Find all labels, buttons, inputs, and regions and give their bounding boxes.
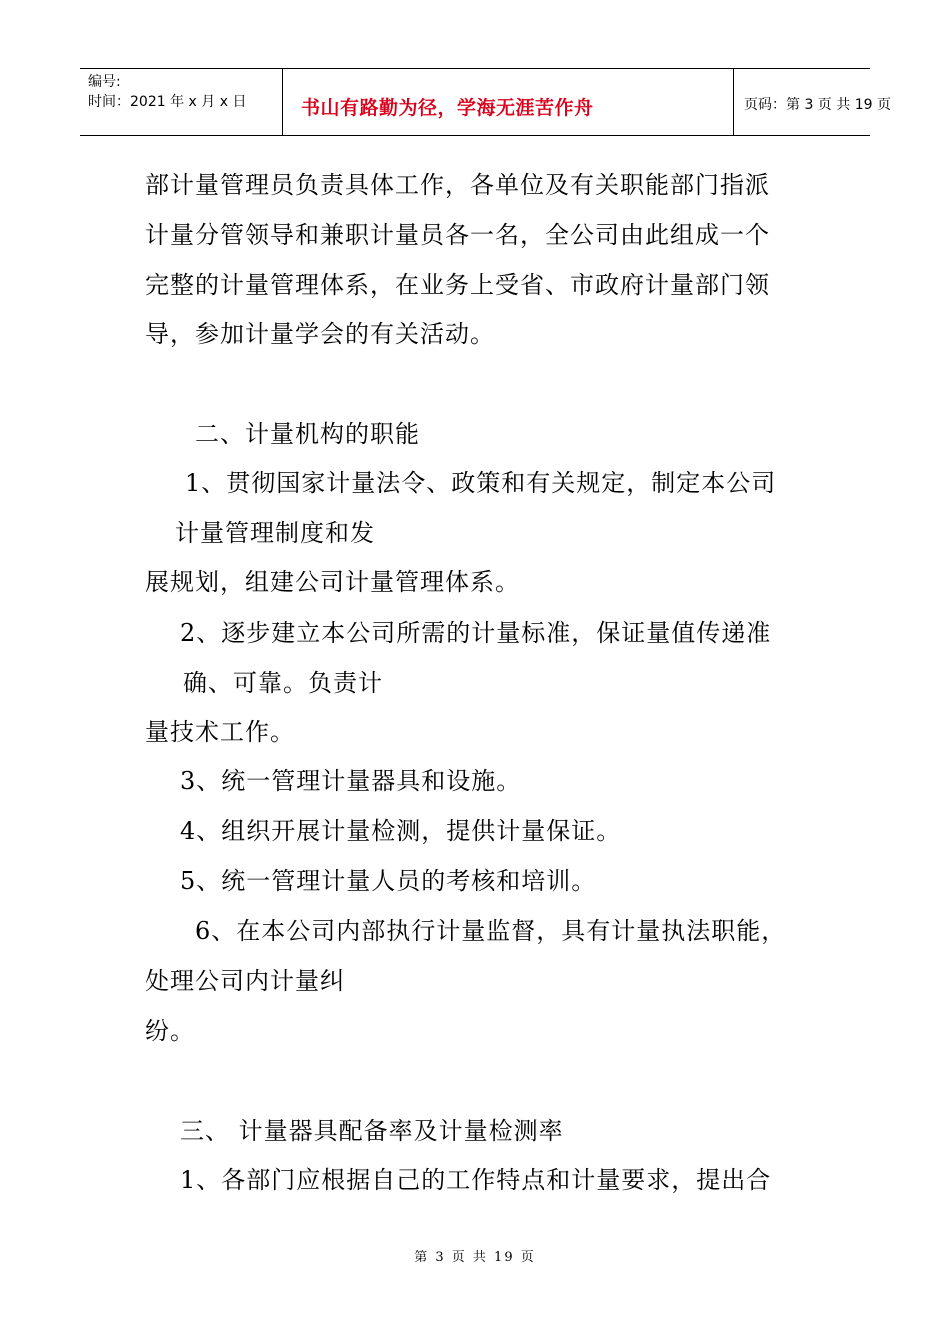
header-motto-cell bbox=[282, 69, 734, 135]
body-line: 纷。 bbox=[145, 1017, 195, 1045]
body-line: 确、可靠。负责计 bbox=[183, 669, 383, 697]
body-line: 展规划，组建公司计量管理体系。 bbox=[145, 568, 520, 596]
header-motto: 书山有路勤为径，学海无涯苦作舟 bbox=[301, 97, 594, 119]
body-line: 处理公司内计量纠 bbox=[145, 967, 345, 995]
body-line: 2、逐步建立本公司所需的计量标准，保证量值传递准 bbox=[180, 619, 772, 647]
body-line: 1、各部门应根据自己的工作特点和计量要求，提出合 bbox=[180, 1166, 772, 1194]
document-number-label: 编号: bbox=[88, 74, 121, 90]
body-line: 量技术工作。 bbox=[145, 718, 295, 746]
document-date-label: 时间：2021 年 x 月 x 日 bbox=[88, 94, 247, 110]
body-line: 1、贯彻国家计量法令、政策和有关规定，制定本公司 bbox=[185, 469, 777, 497]
section-heading: 三、 计量器具配备率及计量检测率 bbox=[180, 1117, 564, 1145]
page-footer: 第 3 页 共 19 页 bbox=[414, 1250, 536, 1265]
header-meta-cell bbox=[80, 69, 282, 135]
body-line: 5、统一管理计量人员的考核和培训。 bbox=[180, 867, 597, 895]
body-line: 计量管理制度和发 bbox=[175, 519, 375, 547]
body-line: 3、统一管理计量器具和设施。 bbox=[180, 767, 522, 795]
body-line: 完整的计量管理体系，在业务上受省、市政府计量部门领 bbox=[145, 271, 770, 299]
section-heading: 二、计量机构的职能 bbox=[195, 420, 420, 448]
body-line: 导，参加计量学会的有关活动。 bbox=[145, 320, 495, 348]
header-page-cell bbox=[734, 69, 891, 135]
document-header bbox=[80, 68, 891, 136]
body-line: 计量分管领导和兼职计量员各一名，全公司由此组成一个 bbox=[145, 221, 770, 249]
body-line: 部计量管理员负责具体工作，各单位及有关职能部门指派 bbox=[145, 171, 770, 199]
body-line: 6、在本公司内部执行计量监督，具有计量执法职能， bbox=[195, 917, 787, 945]
header-page-info: 页码：第 3 页 共 19 页 bbox=[744, 97, 891, 113]
body-line: 4、组织开展计量检测，提供计量保证。 bbox=[180, 817, 622, 845]
